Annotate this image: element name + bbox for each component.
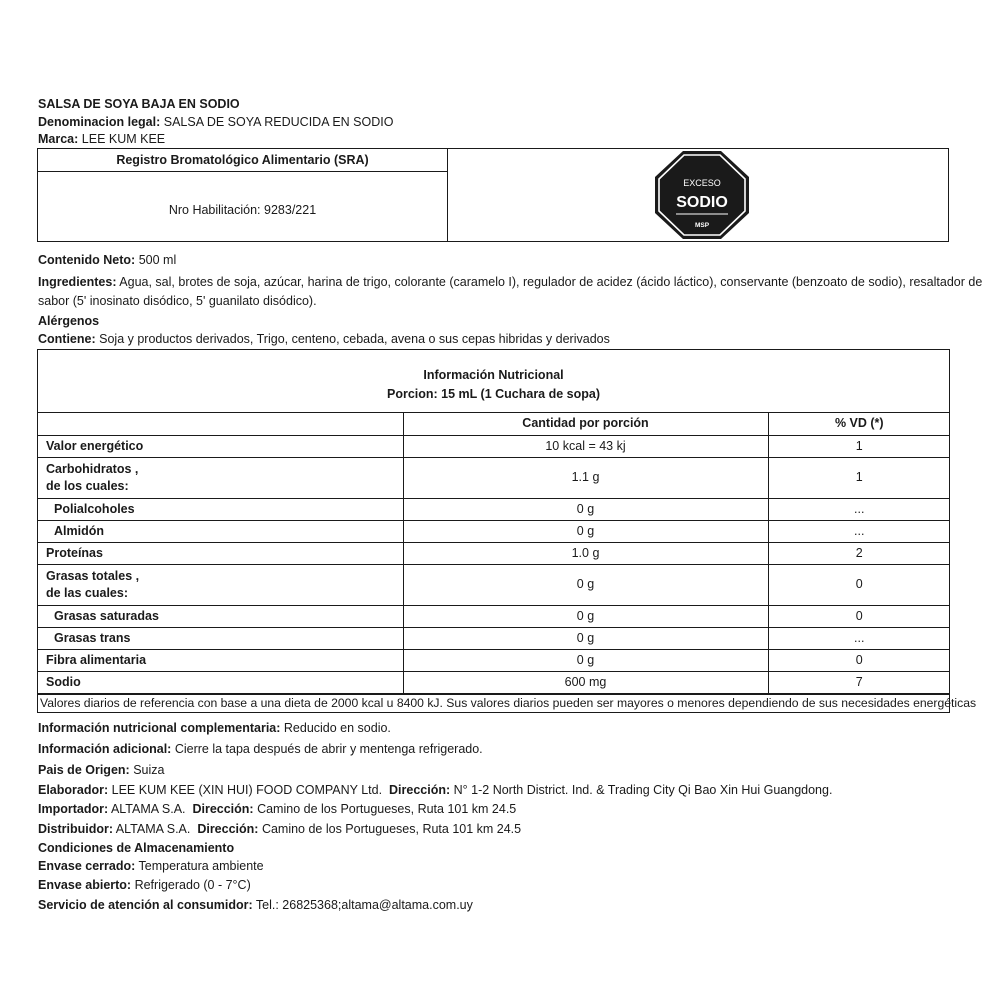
badge-line2: SODIO	[676, 194, 728, 211]
consumer-service: Servicio de atención al consumidor: Tel.: 26825368;altama@altama.com.uy	[38, 898, 473, 912]
table-row: Grasas saturadas 0 g 0	[38, 605, 950, 627]
table-row: Almidón 0 g ...	[38, 520, 950, 542]
table-row: Valor energético 10 kcal = 43 kj 1	[38, 435, 950, 457]
badge-line1: EXCESO	[683, 178, 721, 188]
registry-title: Registro Bromatológico Alimentario (SRA)	[38, 149, 447, 172]
net-content: Contenido Neto: 500 ml	[38, 253, 177, 267]
nutrition-footnote: Valores diarios de referencia con base a una dieta de 2000 kcal u 8400 kJ. Sus valores diarios pueden ser mayores o menores dependiendo de sus necesidades energéticas	[40, 695, 977, 710]
complementary-info: Información nutricional complementaria: Reducido en sodio.	[38, 721, 391, 735]
allergens-contains: Contiene: Soja y productos derivados, Trigo, centeno, cebada, avena o sus cepas hibridas y derivados	[38, 332, 610, 346]
table-row: Grasas totales , de las cuales: 0 g 0	[38, 564, 950, 605]
storage-heading: Condiciones de Almacenamiento	[38, 841, 235, 855]
excess-sodium-warning-icon	[654, 150, 750, 240]
badge-line3: MSP	[694, 222, 710, 229]
table-row: Carbohidratos , de los cuales: 1.1 g 1	[38, 457, 950, 498]
nutrition-title: Información Nutricional	[423, 368, 564, 382]
table-row: Sodio 600 mg 7	[38, 671, 950, 693]
nutrition-table	[37, 349, 977, 713]
col-vd-header: % VD (*)	[768, 413, 950, 435]
registry-number: Nro Habilitación: 9283/221	[168, 203, 317, 217]
allergens-heading: Alérgenos	[38, 314, 100, 328]
importer: Importador: ALTAMA S.A. Dirección: Camino de los Portugueses, Ruta 101 km 24.5	[38, 802, 517, 816]
brand: Marca: LEE KUM KEE	[38, 132, 166, 146]
producer: Elaborador: LEE KUM KEE (XIN HUI) FOOD COMPANY Ltd. Dirección: N° 1-2 North District. Ind. & Trading City Qi Bao Xin Hui Guangdong.	[38, 783, 833, 797]
origin-country: Pais de Origen: Suiza	[38, 763, 165, 777]
registry-box	[37, 148, 949, 242]
table-row: Polialcoholes 0 g ...	[38, 498, 950, 520]
table-row: Fibra alimentaria 0 g 0	[38, 649, 950, 671]
nutrition-portion: Porcion: 15 mL (1 Cuchara de sopa)	[386, 387, 601, 401]
legal-denomination: Denominacion legal: SALSA DE SOYA REDUCIDA EN SODIO	[38, 115, 394, 129]
ingredients-continued: sabor (5' inosinato disódico, 5' guanilato disódico).	[38, 294, 317, 308]
table-row: Grasas trans 0 g ...	[38, 627, 950, 649]
col-amount-header: Cantidad por porción	[403, 413, 768, 435]
storage-open: Envase abierto: Refrigerado (0 - 7°C)	[38, 878, 251, 892]
storage-closed: Envase cerrado: Temperatura ambiente	[38, 859, 264, 873]
table-row: Proteínas 1.0 g 2	[38, 542, 950, 564]
distributor: Distribuidor: ALTAMA S.A. Dirección: Camino de los Portugueses, Ruta 101 km 24.5	[38, 822, 522, 836]
table-header-row	[38, 413, 950, 435]
product-title: SALSA DE SOYA BAJA EN SODIO	[38, 97, 240, 111]
additional-info: Información adicional: Cierre la tapa después de abrir y mentenga refrigerado.	[38, 742, 483, 756]
ingredients: Ingredientes: Agua, sal, brotes de soja, azúcar, harina de trigo, colorante (caramelo I), regulador de acidez (ácido láctico), conservante (benzoato de sodio), resaltador de	[38, 275, 983, 289]
